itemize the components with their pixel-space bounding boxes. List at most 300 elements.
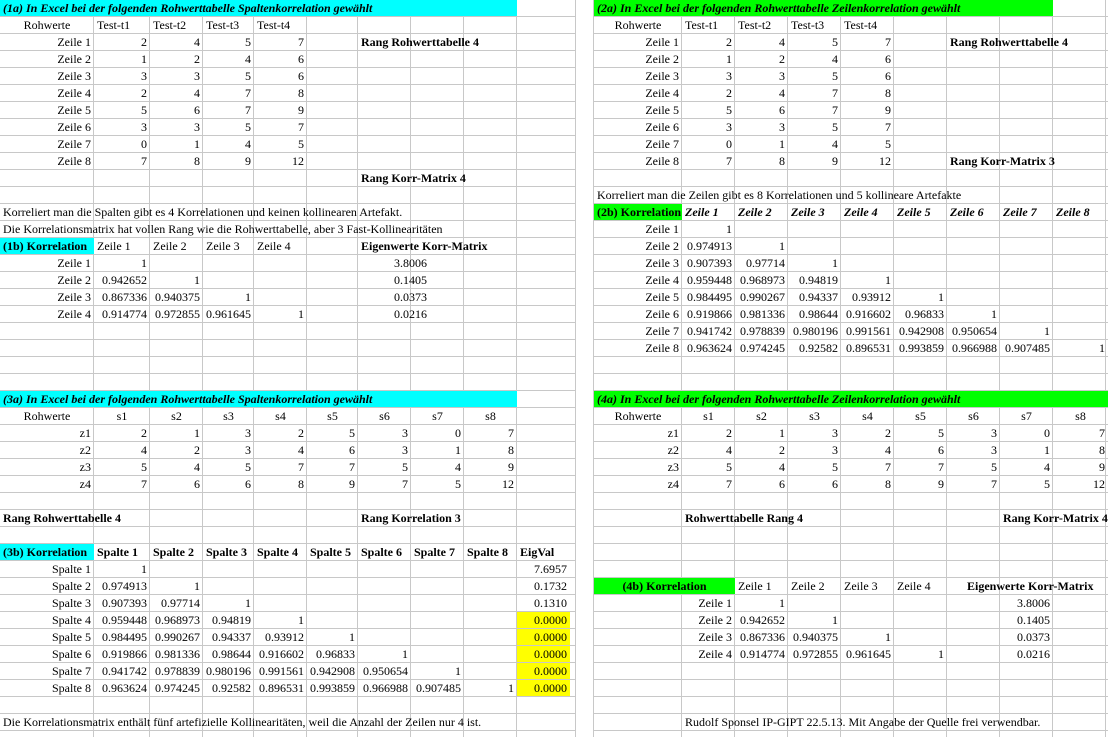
column-header[interactable]: s2 <box>171 409 182 423</box>
data-cell[interactable]: 7 <box>402 477 408 491</box>
corr-cell[interactable]: 0.96833 <box>316 647 355 661</box>
corr-cell[interactable]: 0.916602 <box>259 647 304 661</box>
corr-cell[interactable]: 0.984495 <box>102 630 147 644</box>
corr-cell[interactable]: 0.942652 <box>740 613 785 627</box>
column-header[interactable]: Zeile 2 <box>153 239 187 253</box>
corr-cell[interactable]: 0.940375 <box>793 630 838 644</box>
corr-cell[interactable] <box>411 629 464 646</box>
corr-cell[interactable]: 0.97714 <box>746 256 785 270</box>
corr-cell[interactable]: 0.94337 <box>212 630 251 644</box>
corr-cell[interactable]: 0.972855 <box>793 647 838 661</box>
corr-cell[interactable] <box>894 612 947 629</box>
data-cell[interactable]: Zeile 7 <box>57 137 91 151</box>
corr-cell[interactable]: Zeile 2 <box>698 613 732 627</box>
corr-cell[interactable]: 1 <box>726 222 732 236</box>
data-cell[interactable]: 7 <box>141 477 147 491</box>
corr-cell[interactable]: 0.990267 <box>740 290 785 304</box>
data-cell[interactable]: 0 <box>726 137 732 151</box>
data-cell[interactable]: 7 <box>245 86 251 100</box>
data-cell[interactable]: 9 <box>832 154 838 168</box>
corr-cell[interactable] <box>307 612 358 629</box>
corr-cell[interactable]: 0.941742 <box>102 664 147 678</box>
corr-cell[interactable]: 0.919866 <box>102 647 147 661</box>
corr-cell[interactable]: 0.940375 <box>155 290 200 304</box>
column-header[interactable]: s7 <box>432 409 443 423</box>
corr-cell[interactable] <box>1053 306 1108 323</box>
corr-cell[interactable]: 0.966988 <box>952 341 997 355</box>
eigenvalue-cell[interactable]: 0.1310 <box>534 596 567 610</box>
column-header[interactable]: Spalte 3 <box>206 545 248 559</box>
data-cell[interactable]: 8 <box>298 477 304 491</box>
column-header[interactable]: Spalte 2 <box>153 545 195 559</box>
data-cell[interactable]: 6 <box>194 103 200 117</box>
corr-cell[interactable]: 0.984495 <box>687 290 732 304</box>
data-cell[interactable]: Zeile 2 <box>645 52 679 66</box>
eigen-title[interactable]: Eigenwerte Korr-Matrix <box>967 579 1094 593</box>
eigenvalue-cell[interactable]: 7.6957 <box>534 562 567 576</box>
data-cell[interactable]: Zeile 8 <box>57 154 91 168</box>
title-3a[interactable]: (3a) In Excel bei der folgenden Rohwerttabelle Spaltenkorrelation gewählt <box>3 392 373 406</box>
corr-cell[interactable] <box>894 629 947 646</box>
corr-cell[interactable]: 1 <box>832 613 838 627</box>
data-cell[interactable]: 6 <box>298 69 304 83</box>
corr-cell[interactable] <box>254 561 307 578</box>
data-cell[interactable]: 3 <box>779 120 785 134</box>
data-cell[interactable]: 5 <box>245 69 251 83</box>
corr-cell[interactable] <box>358 578 411 595</box>
eigenvalue-cell[interactable]: 0.0000 <box>534 647 567 661</box>
corr-cell[interactable] <box>1000 238 1053 255</box>
data-cell[interactable]: 5 <box>991 460 997 474</box>
column-header[interactable]: Zeile 4 <box>897 579 931 593</box>
column-header[interactable]: Zeile 1 <box>685 205 719 219</box>
data-cell[interactable]: 6 <box>779 477 785 491</box>
data-cell[interactable]: 12 <box>1093 477 1105 491</box>
column-header[interactable]: Test-t3 <box>206 18 240 32</box>
rang-rohwert-label[interactable]: Rang Rohwerttabelle 4 <box>361 35 479 49</box>
corr-cell[interactable] <box>894 595 947 612</box>
column-header[interactable]: s2 <box>756 409 767 423</box>
data-cell[interactable]: 8 <box>779 154 785 168</box>
data-cell[interactable]: 5 <box>349 426 355 440</box>
corr-cell[interactable]: 1 <box>938 290 944 304</box>
data-cell[interactable]: 7 <box>1099 426 1105 440</box>
data-cell[interactable]: 9 <box>1099 460 1105 474</box>
corr-cell[interactable]: Zeile 8 <box>645 341 679 355</box>
corr-cell[interactable] <box>411 612 464 629</box>
corr-cell[interactable]: 1 <box>141 562 147 576</box>
corr-cell[interactable]: 0.907485 <box>416 681 461 695</box>
corr-cell[interactable]: 0.92582 <box>799 341 838 355</box>
column-header[interactable]: s8 <box>485 409 496 423</box>
data-cell[interactable]: 2 <box>726 86 732 100</box>
data-cell[interactable]: 6 <box>832 477 838 491</box>
data-cell[interactable]: Zeile 6 <box>645 120 679 134</box>
data-cell[interactable]: 5 <box>832 35 838 49</box>
corr-cell[interactable]: 1 <box>455 664 461 678</box>
corr-cell[interactable]: Spalte 5 <box>52 630 91 644</box>
column-header[interactable]: Rohwerte <box>23 409 71 423</box>
data-cell[interactable]: 3 <box>832 426 838 440</box>
data-cell[interactable]: 5 <box>298 137 304 151</box>
data-cell[interactable]: 4 <box>194 86 200 100</box>
data-cell[interactable]: 5 <box>832 460 838 474</box>
corr-cell[interactable]: Zeile 2 <box>57 273 91 287</box>
column-header[interactable]: s6 <box>968 409 979 423</box>
data-cell[interactable]: 4 <box>1044 460 1050 474</box>
corr-cell[interactable]: 0.98644 <box>212 647 251 661</box>
corr-cell[interactable]: 1 <box>141 256 147 270</box>
corr-cell[interactable]: 0.93912 <box>852 290 891 304</box>
corr-cell[interactable] <box>411 595 464 612</box>
data-cell[interactable]: 5 <box>938 426 944 440</box>
data-cell[interactable]: 7 <box>938 460 944 474</box>
corr-cell[interactable] <box>1000 221 1053 238</box>
data-cell[interactable]: 5 <box>245 120 251 134</box>
corr-cell[interactable] <box>464 629 517 646</box>
data-cell[interactable]: 3 <box>245 426 251 440</box>
data-cell[interactable]: 6 <box>885 52 891 66</box>
data-cell[interactable]: 12 <box>292 154 304 168</box>
eigenvalue-cell[interactable]: 0.0373 <box>394 290 427 304</box>
data-cell[interactable]: 7 <box>832 103 838 117</box>
data-cell[interactable]: 8 <box>298 86 304 100</box>
data-cell[interactable]: 8 <box>1099 443 1105 457</box>
corr-cell[interactable] <box>947 289 1000 306</box>
note-text[interactable]: Die Korrelationsmatrix enthält fünf artefizielle Kollinearitäten, weil die Anzahl der Zeilen nur 4 ist. <box>3 715 482 729</box>
data-cell[interactable]: 5 <box>245 35 251 49</box>
data-cell[interactable]: 7 <box>726 154 732 168</box>
corr-cell[interactable]: 0.963624 <box>687 341 732 355</box>
data-cell[interactable]: 4 <box>141 443 147 457</box>
corr-cell[interactable]: 0.959448 <box>102 613 147 627</box>
data-cell[interactable]: 3 <box>779 69 785 83</box>
column-header[interactable]: Zeile 4 <box>257 239 291 253</box>
data-cell[interactable]: 4 <box>885 443 891 457</box>
data-cell[interactable]: 3 <box>726 120 732 134</box>
corr-cell[interactable]: 0.974245 <box>740 341 785 355</box>
corr-cell[interactable] <box>841 255 894 272</box>
column-header[interactable]: Zeile 2 <box>791 579 825 593</box>
corr-cell[interactable]: 1 <box>885 630 891 644</box>
corr-cell[interactable] <box>1000 272 1053 289</box>
corr-cell[interactable]: 0.993859 <box>310 681 355 695</box>
corr-cell[interactable] <box>841 238 894 255</box>
corr-cell[interactable]: 0.990267 <box>155 630 200 644</box>
corr-cell[interactable]: 1 <box>245 290 251 304</box>
corr-cell[interactable] <box>307 561 358 578</box>
corr-cell[interactable] <box>203 578 254 595</box>
column-header[interactable]: Zeile 7 <box>1003 205 1037 219</box>
corr-cell[interactable] <box>358 612 411 629</box>
corr-cell[interactable]: 0.974913 <box>102 579 147 593</box>
title-3b[interactable]: (3b) Korrelation <box>3 545 88 559</box>
corr-cell[interactable] <box>894 238 947 255</box>
data-cell[interactable]: 3 <box>194 120 200 134</box>
footer-text[interactable]: Rudolf Sponsel IP-GIPT 22.5.13. Mit Angabe der Quelle frei verwendbar. <box>685 715 1041 729</box>
corr-cell[interactable]: 1 <box>832 256 838 270</box>
data-cell[interactable]: z1 <box>79 426 91 440</box>
column-header[interactable]: Spalte 1 <box>97 545 139 559</box>
rang-rohwert-label[interactable]: Rang Rohwerttabelle 4 <box>950 35 1068 49</box>
data-cell[interactable]: 4 <box>779 35 785 49</box>
data-cell[interactable]: 6 <box>779 103 785 117</box>
data-cell[interactable]: Zeile 5 <box>57 103 91 117</box>
column-header[interactable]: Spalte 7 <box>414 545 456 559</box>
corr-cell[interactable]: 0.867336 <box>740 630 785 644</box>
column-header[interactable]: s1 <box>703 409 714 423</box>
corr-cell[interactable]: 0.981336 <box>740 307 785 321</box>
corr-cell[interactable] <box>894 272 947 289</box>
title-4a[interactable]: (4a) In Excel bei der folgenden Rohwerttabelle Zeilenkorrelation gewählt <box>597 392 961 406</box>
column-header[interactable]: s7 <box>1021 409 1032 423</box>
corr-cell[interactable]: 0.978839 <box>740 324 785 338</box>
corr-cell[interactable] <box>894 255 947 272</box>
corr-cell[interactable] <box>358 629 411 646</box>
data-cell[interactable]: Zeile 4 <box>645 86 679 100</box>
corr-cell[interactable]: Spalte 2 <box>52 579 91 593</box>
data-cell[interactable]: 2 <box>194 443 200 457</box>
corr-cell[interactable] <box>358 595 411 612</box>
column-header[interactable]: Rohwerte <box>23 18 71 32</box>
data-cell[interactable]: 2 <box>885 426 891 440</box>
data-cell[interactable]: 4 <box>298 443 304 457</box>
data-cell[interactable]: 9 <box>298 103 304 117</box>
data-cell[interactable]: 2 <box>194 52 200 66</box>
column-header[interactable]: Zeile 4 <box>844 205 878 219</box>
data-cell[interactable]: 6 <box>298 52 304 66</box>
data-cell[interactable]: Zeile 3 <box>57 69 91 83</box>
corr-cell[interactable] <box>203 561 254 578</box>
data-cell[interactable]: z3 <box>79 460 91 474</box>
corr-cell[interactable]: 0.907393 <box>687 256 732 270</box>
eigenvalue-cell[interactable]: 0.0000 <box>534 664 567 678</box>
corr-cell[interactable]: 0.914774 <box>740 647 785 661</box>
corr-cell[interactable]: 0.972855 <box>155 307 200 321</box>
corr-cell[interactable]: 1 <box>402 647 408 661</box>
corr-cell[interactable] <box>254 255 307 272</box>
data-cell[interactable]: 7 <box>141 154 147 168</box>
data-cell[interactable]: Zeile 6 <box>57 120 91 134</box>
rang-rohwert-label[interactable]: Rang Rohwerttabelle 4 <box>3 511 121 525</box>
corr-cell[interactable]: 0.968973 <box>740 273 785 287</box>
corr-cell[interactable]: Zeile 4 <box>698 647 732 661</box>
column-header[interactable]: Test-t3 <box>791 18 825 32</box>
corr-cell[interactable] <box>411 578 464 595</box>
corr-cell[interactable]: 0.981336 <box>155 647 200 661</box>
data-cell[interactable]: 9 <box>245 154 251 168</box>
corr-cell[interactable] <box>150 255 203 272</box>
data-cell[interactable]: 5 <box>455 477 461 491</box>
corr-cell[interactable] <box>947 221 1000 238</box>
data-cell[interactable]: 7 <box>726 477 732 491</box>
corr-cell[interactable] <box>1053 255 1108 272</box>
data-cell[interactable]: 4 <box>194 460 200 474</box>
corr-cell[interactable] <box>150 561 203 578</box>
column-header[interactable]: Test-t1 <box>97 18 131 32</box>
corr-cell[interactable]: 0.919866 <box>687 307 732 321</box>
data-cell[interactable]: 0 <box>1044 426 1050 440</box>
corr-cell[interactable]: 0.94819 <box>212 613 251 627</box>
data-cell[interactable]: 3 <box>991 443 997 457</box>
corr-cell[interactable]: Zeile 1 <box>645 222 679 236</box>
data-cell[interactable]: z3 <box>667 460 679 474</box>
note-text[interactable]: Die Korrelationsmatrix hat vollen Rang wie die Rohwerttabelle, aber 3 Fast-Kollinearitäten <box>3 222 443 236</box>
corr-cell[interactable] <box>203 272 254 289</box>
data-cell[interactable]: 5 <box>141 103 147 117</box>
corr-cell[interactable]: 0.94337 <box>799 290 838 304</box>
data-cell[interactable]: 5 <box>402 460 408 474</box>
corr-cell[interactable] <box>464 663 517 680</box>
corr-cell[interactable] <box>254 578 307 595</box>
data-cell[interactable]: 1 <box>779 426 785 440</box>
column-header[interactable]: s4 <box>275 409 286 423</box>
corr-cell[interactable]: 1 <box>298 307 304 321</box>
data-cell[interactable]: 7 <box>508 426 514 440</box>
rang-rohwert-label[interactable]: Rohwerttabelle Rang 4 <box>685 511 803 525</box>
corr-cell[interactable] <box>307 578 358 595</box>
data-cell[interactable]: 2 <box>726 426 732 440</box>
corr-cell[interactable] <box>841 612 894 629</box>
data-cell[interactable]: 2 <box>779 443 785 457</box>
data-cell[interactable]: 6 <box>938 443 944 457</box>
corr-cell[interactable]: Zeile 3 <box>645 256 679 270</box>
column-header[interactable]: Zeile 3 <box>791 205 825 219</box>
corr-cell[interactable]: 0.993859 <box>899 341 944 355</box>
corr-cell[interactable]: Spalte 1 <box>52 562 91 576</box>
corr-cell[interactable]: 1 <box>779 596 785 610</box>
title-2a[interactable]: (2a) In Excel bei der folgenden Rohwerttabelle Zeilenkorrelation gewählt <box>597 1 961 15</box>
data-cell[interactable]: 2 <box>141 86 147 100</box>
eigval-title[interactable]: EigVal <box>520 545 555 559</box>
corr-cell[interactable]: 0.907393 <box>102 596 147 610</box>
data-cell[interactable]: 3 <box>194 69 200 83</box>
data-cell[interactable]: 4 <box>779 86 785 100</box>
corr-cell[interactable]: Spalte 3 <box>52 596 91 610</box>
data-cell[interactable]: 5 <box>832 69 838 83</box>
eigenvalue-cell[interactable]: 0.0000 <box>534 613 567 627</box>
corr-cell[interactable]: Zeile 1 <box>698 596 732 610</box>
corr-cell[interactable] <box>464 595 517 612</box>
data-cell[interactable]: 5 <box>1044 477 1050 491</box>
corr-cell[interactable]: 1 <box>779 239 785 253</box>
data-cell[interactable]: 4 <box>245 137 251 151</box>
corr-cell[interactable] <box>1000 255 1053 272</box>
data-cell[interactable]: 8 <box>885 477 891 491</box>
corr-cell[interactable]: 0.94819 <box>799 273 838 287</box>
corr-cell[interactable]: 0.950654 <box>363 664 408 678</box>
data-cell[interactable]: 4 <box>832 52 838 66</box>
corr-cell[interactable]: 1 <box>1044 324 1050 338</box>
corr-cell[interactable] <box>203 255 254 272</box>
corr-cell[interactable]: 0.867336 <box>102 290 147 304</box>
data-cell[interactable]: 0 <box>141 137 147 151</box>
data-cell[interactable]: 8 <box>885 86 891 100</box>
data-cell[interactable]: 7 <box>245 103 251 117</box>
data-cell[interactable]: 5 <box>885 137 891 151</box>
data-cell[interactable]: 8 <box>194 154 200 168</box>
corr-cell[interactable]: 1 <box>245 596 251 610</box>
data-cell[interactable]: 5 <box>141 460 147 474</box>
column-header[interactable]: Zeile 6 <box>950 205 984 219</box>
data-cell[interactable]: 5 <box>726 460 732 474</box>
column-header[interactable]: s3 <box>809 409 820 423</box>
data-cell[interactable]: 4 <box>832 137 838 151</box>
corr-cell[interactable]: Zeile 5 <box>645 290 679 304</box>
corr-cell[interactable]: 0.963624 <box>102 681 147 695</box>
corr-cell[interactable] <box>841 595 894 612</box>
corr-cell[interactable]: 0.980196 <box>206 664 251 678</box>
eigenvalue-cell[interactable]: 0.0216 <box>1017 647 1050 661</box>
corr-cell[interactable]: 1 <box>508 681 514 695</box>
data-cell[interactable]: 1 <box>194 137 200 151</box>
column-header[interactable]: Test-t1 <box>685 18 719 32</box>
corr-cell[interactable] <box>788 595 841 612</box>
column-header[interactable]: Spalte 8 <box>467 545 509 559</box>
corr-cell[interactable]: Zeile 7 <box>645 324 679 338</box>
data-cell[interactable]: Zeile 3 <box>645 69 679 83</box>
title-1b[interactable]: (1b) Korrelation <box>3 239 88 253</box>
corr-cell[interactable] <box>307 595 358 612</box>
corr-cell[interactable] <box>254 272 307 289</box>
corr-cell[interactable]: 0.942908 <box>899 324 944 338</box>
data-cell[interactable]: 9 <box>349 477 355 491</box>
corr-cell[interactable]: 1 <box>194 273 200 287</box>
data-cell[interactable]: 6 <box>349 443 355 457</box>
corr-cell[interactable]: 0.896531 <box>846 341 891 355</box>
corr-cell[interactable] <box>1053 221 1108 238</box>
corr-cell[interactable]: 0.97714 <box>161 596 200 610</box>
data-cell[interactable]: z4 <box>79 477 91 491</box>
corr-cell[interactable]: 0.941742 <box>687 324 732 338</box>
corr-cell[interactable] <box>411 561 464 578</box>
corr-cell[interactable]: 0.959448 <box>687 273 732 287</box>
rang-korr-label[interactable]: Rang Korr-Matrix 4 <box>361 171 466 185</box>
data-cell[interactable]: 9 <box>885 103 891 117</box>
data-cell[interactable]: 4 <box>245 52 251 66</box>
corr-cell[interactable]: 0.93912 <box>265 630 304 644</box>
column-header[interactable]: Test-t4 <box>257 18 291 32</box>
title-1a[interactable]: (1a) In Excel bei der folgenden Rohwerttabelle Spaltenkorrelation gewählt <box>3 1 373 15</box>
data-cell[interactable]: 7 <box>298 35 304 49</box>
column-header[interactable]: Rohwerte <box>614 18 662 32</box>
corr-cell[interactable]: Zeile 4 <box>645 273 679 287</box>
corr-cell[interactable]: Spalte 8 <box>52 681 91 695</box>
note-text[interactable]: Korreliert man die Spalten gibt es 4 Korrelationen und keinen kollinearen Artefakt. <box>3 205 403 219</box>
column-header[interactable]: Test-t2 <box>738 18 772 32</box>
eigenvalue-cell[interactable]: 0.0000 <box>534 630 567 644</box>
corr-cell[interactable] <box>1000 306 1053 323</box>
corr-cell[interactable] <box>254 595 307 612</box>
column-header[interactable]: s8 <box>1075 409 1086 423</box>
corr-cell[interactable] <box>1053 289 1108 306</box>
data-cell[interactable]: z4 <box>667 477 679 491</box>
corr-cell[interactable]: 0.974245 <box>155 681 200 695</box>
eigenvalue-cell[interactable]: 0.0000 <box>534 681 567 695</box>
data-cell[interactable]: 9 <box>508 460 514 474</box>
corr-cell[interactable]: 0.980196 <box>793 324 838 338</box>
corr-cell[interactable]: 0.914774 <box>102 307 147 321</box>
corr-cell[interactable] <box>1000 289 1053 306</box>
corr-cell[interactable] <box>1053 323 1108 340</box>
eigenvalue-cell[interactable]: 0.0373 <box>1017 630 1050 644</box>
corr-cell[interactable] <box>788 238 841 255</box>
title-4b[interactable]: (4b) Korrelation <box>622 579 707 593</box>
corr-cell[interactable] <box>411 646 464 663</box>
corr-cell[interactable]: 0.966988 <box>363 681 408 695</box>
column-header[interactable]: Test-t4 <box>844 18 878 32</box>
eigenvalue-cell[interactable]: 0.1732 <box>534 579 567 593</box>
